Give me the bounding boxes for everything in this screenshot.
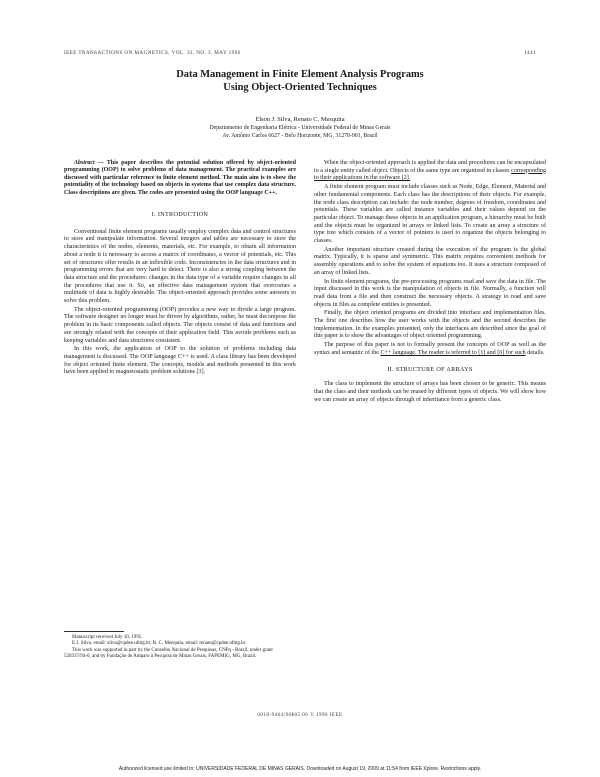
right-paragraph-4: In finite element programs, the pre-processing programs read and save the data in file. The input discussed in this work is the manipulation of objects in file. Normally, a function will read data from a file and then construct the necessary objects. A strategy to read and save objects in files as complete entities is presented. xyxy=(314,278,546,308)
author-block xyxy=(60,116,540,141)
footnote-received: Manuscript received July 10, 1995. xyxy=(72,635,143,640)
footnote-funding: This work was supported in part by the Conselho Nacional de Pesquisas, CNPq - Brazil, under grant 520337/94-0, and by Fundação de Amparo à Pesquisa de Minas Gerais, FAPEMIG, MG, Brazil. xyxy=(64,647,273,660)
journal-name: IEEE TRANSACTIONS ON MAGNETICS, VOL. 32, NO. 3, MAY 1996 xyxy=(64,50,241,56)
section-heading-structure-of-arrays: II. STRUCTURE OF ARRAYS xyxy=(387,365,473,373)
right-paragraph-7: The class to implement the structure of arrays has been chosen to be generic. This means that the class and their methods can be reused by different types of objects. We will show how we can create an array of objects through of inheritance from a generic class. xyxy=(314,381,546,403)
author-names: Elson J. Silva, Renato C. Mesquita xyxy=(255,116,345,123)
author-address: Av. Antônio Carlos 6627 - Belo Horizonte, MG, 31270-901, Brazil xyxy=(222,133,378,140)
footnote-emails: E.J. Silva, email: silva@cpdee.ufmg.br; R. C. Mesquita, email: renato@cpdee.ufmg.br. xyxy=(72,641,247,647)
right-paragraph-1-underlined: corresponding to their applications in the software [2]. xyxy=(314,167,546,182)
abstract-text: — This paper describes the potential solution offered by object-oriented programming (OOP) to solve problems of data management. The practical examples are discussed with particular reference to finite element method. The main aim is to show the potentiality of the technology based on objects in systems that use complex data structure. Class descriptions are given. The codes are presented using the OOP language C++. xyxy=(64,160,296,196)
abstract-lead: Abstract xyxy=(74,160,95,166)
right-column xyxy=(314,160,546,405)
right-paragraph-6-text: The purpose of this paper is not to formally present the concepts of OOP as well as the syntax and semantic of the xyxy=(314,342,546,356)
left-column xyxy=(64,160,296,378)
right-paragraph-2: A finite element program must include classes such as Node, Edge, Element, Material and other fundamental components. Each class has the descriptions of their objects. For example, the node class description can include: the node number, degrees of freedom, coordinates and potentials. These variables are called instance variables and their values depend on the particular object. To manage these objects in an application program, a hierarchy must be built and the objects must be organized in arrays or linked lists. To create an array a structure of type tree which consists of a vector of pointers is used to organize the objects belonging to classes. xyxy=(314,184,546,245)
copyright-footer: 0018-9464/96$05.00 © 1996 IEEE xyxy=(257,713,343,718)
intro-paragraph-1: Conventional finite element programs usually employ complex data and control structures to store and manipulate information. Several integers and tables are necessary to store the characteristics of the nodes, elements, materials, etc. For example, to obtain all information about a node it is necessary to access a matrix of coordinates, a vector of potentials, etc. This set of structures offer results in an inflexible code. Inconsistencies in the data structures and in programming errors that are very hard to detect. There is also a strong coupling between the data structure and the procedures: changes in the data type of a variable require changes in all the procedures that use it. So, an effective data management system that overcomes a multitude of data is highly desirable. The object-oriented approach provides some answers to solve this problem. xyxy=(64,228,296,305)
right-paragraph-6 xyxy=(314,342,546,357)
right-paragraph-1-text: When the object-oriented approach is applied the data and procedures can be encapsulated to a single entity called object. Objects of the same type are organized in classes xyxy=(314,160,546,174)
right-paragraph-6-end: details. xyxy=(525,349,545,356)
right-paragraph-3: Another important structure created during the execution of the program is the global matrix. Typically, it is sparse and symmetric. This matrix requires convenient methods for assembly operations and to solve the system of equations too. It uses a structure composed of an array of linked lists. xyxy=(314,246,546,276)
running-header xyxy=(64,50,536,60)
page-number: 1441 xyxy=(524,50,536,56)
footnotes xyxy=(64,631,296,661)
section-heading-introduction: I. INTRODUCTION xyxy=(151,211,209,219)
abstract xyxy=(64,160,296,197)
right-paragraph-1 xyxy=(314,160,546,183)
right-paragraph-5: Finally, the object oriented programs are divided into interface and implementation files. The first one describes how the user works with the objects and the second describes the implementation. In the examples presented, only the interfaces are described since the goal of this paper is to show the advantages of object oriented programming. xyxy=(314,310,546,340)
paper-title xyxy=(60,68,540,94)
footnote-rule xyxy=(64,631,124,632)
intro-paragraph-3: In this work, the application of OOP to the solution of problems including data management is discussed. The OOP language C++ is used. A class library has been developed for object oriented finite element. The concepts, models and methods presented in this work have been applied to magnetostatic problem solutions [3]. xyxy=(64,346,296,376)
license-notice: Authorized licensed use limited to: UNIVERSIDADE FEDERAL DE MINAS GERAIS. Downloaded on August 19, 2009 at 11:54 from IEEE Xplore. Restrictions apply. xyxy=(118,766,482,772)
title-line-2: Using Object-Oriented Techniques xyxy=(223,82,377,93)
intro-paragraph-2: The object-oriented programming (OOP) provides a new way to divide a large program. The software designer no longer must be driven by algorithms, rather, he must decompose the problem in its basic components called objects. The objects consist of data and functions and are strongly related with the concepts of their application field. This avoids problems such as keeping variables and data structures consistent. xyxy=(64,306,296,344)
title-line-1: Data Management in Finite Element Analysis Programs xyxy=(176,69,424,80)
right-paragraph-6-underlined: C++ language. The reader is referred to [1] and [6] for such xyxy=(380,349,526,356)
author-department: Departamento de Engenharia Elétrica - Universidade Federal de Minas Gerais xyxy=(209,125,391,132)
